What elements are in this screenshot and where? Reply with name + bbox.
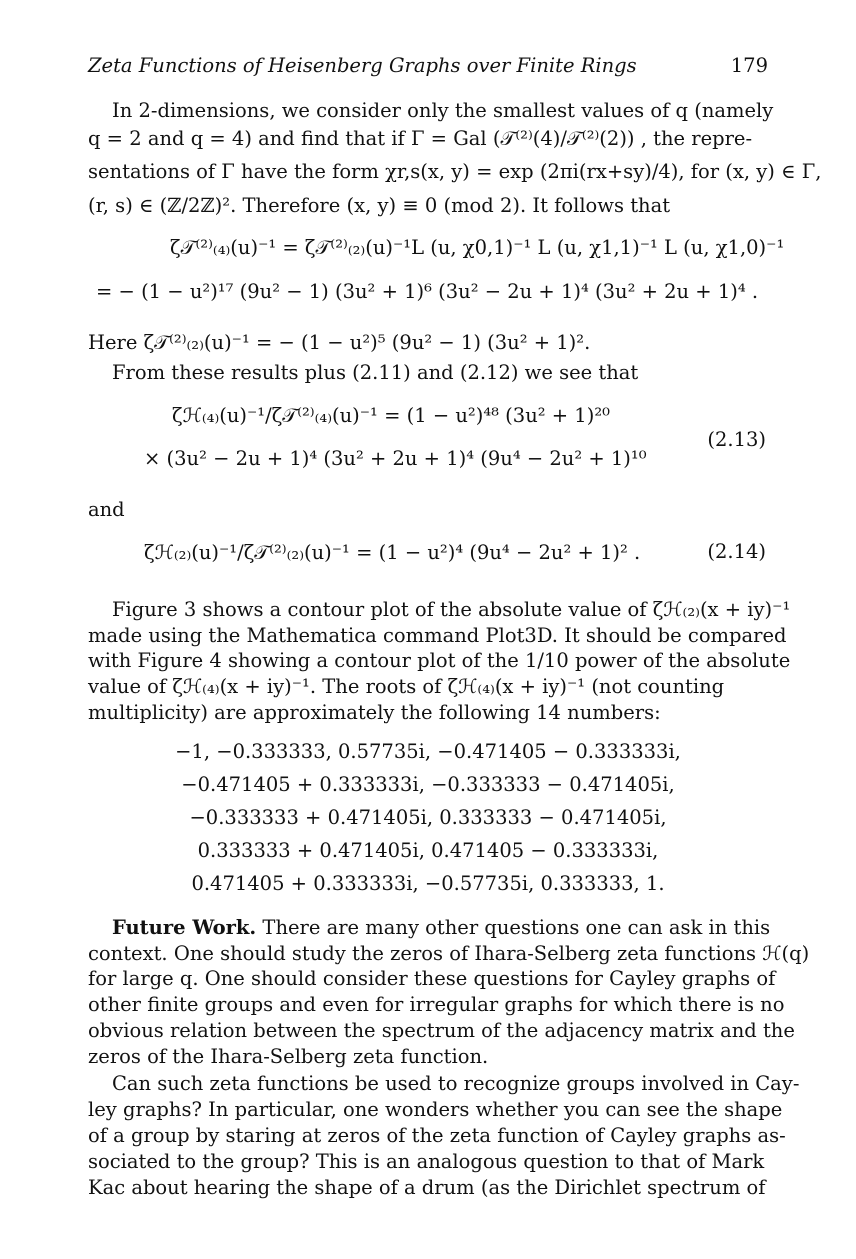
paragraph-line: ley graphs? In particular, one wonders whether you can see the shape [88, 1098, 783, 1121]
paragraph-line: other finite groups and even for irregular graphs for which there is no [88, 993, 785, 1016]
running-header [88, 54, 768, 84]
paragraph-line: with Figure 4 showing a contour plot of the 1/10 power of the absolute [88, 649, 791, 672]
paragraph-line: sentations of Γ have the form χr,s(x, y) = exp (2πi(rx+sy)/4), for (x, y) ∈ Γ, [88, 160, 822, 183]
roots-line: −0.333333 + 0.471405i, 0.333333 − 0.471405i, [189, 806, 667, 829]
equation-line: ζℋ₍₂₎(u)⁻¹/ζ𝒯⁽²⁾₍₂₎(u)⁻¹ = (1 − u²)⁴ (9u⁴ − 2u² + 1)² . [144, 541, 641, 564]
paragraph-line: for large q. One should consider these questions for Cayley graphs of [88, 967, 776, 990]
paragraph-line: made using the Mathematica command Plot3D. It should be compared [88, 624, 787, 647]
equation-line: ζℋ₍₄₎(u)⁻¹/ζ𝒯⁽²⁾₍₄₎(u)⁻¹ = (1 − u²)⁴⁸ (3u² + 1)²⁰ [172, 404, 610, 427]
paragraph-line: (r, s) ∈ (ℤ/2ℤ)². Therefore (x, y) ≡ 0 (mod 2). It follows that [88, 194, 671, 217]
paragraph-line: zeros of the Ihara-Selberg zeta function. [88, 1045, 489, 1068]
paragraph-line: q = 2 and q = 4) and find that if Γ = Gal (𝒯⁽²⁾(4)/𝒯⁽²⁾(2)) , the repre- [88, 127, 753, 150]
equation-number: (2.14) [707, 540, 766, 563]
paragraph-text: There are many other questions one can ask in this [256, 916, 771, 939]
roots-line: −0.471405 + 0.333333i, −0.333333 − 0.471405i, [181, 773, 675, 796]
roots-line: 0.333333 + 0.471405i, 0.471405 − 0.333333i, [197, 839, 659, 862]
paragraph-line: obvious relation between the spectrum of the adjacency matrix and the [88, 1019, 795, 1042]
paragraph-line [112, 916, 770, 940]
paragraph-line: and [88, 498, 125, 521]
paragraph-line: sociated to the group? This is an analogous question to that of Mark [88, 1150, 765, 1173]
paragraph-line: From these results plus (2.11) and (2.12) we see that [112, 361, 639, 384]
roots-line: −1, −0.333333, 0.57735i, −0.471405 − 0.333333i, [175, 740, 681, 763]
paragraph-line: multiplicity) are approximately the following 14 numbers: [88, 701, 661, 724]
equation-line: ζ𝒯⁽²⁾₍₄₎(u)⁻¹ = ζ𝒯⁽²⁾₍₂₎(u)⁻¹L (u, χ0,1)⁻¹ L (u, χ1,1)⁻¹ L (u, χ1,0)⁻¹ [170, 236, 785, 259]
running-title: Zeta Functions of Heisenberg Graphs over Finite Rings [88, 54, 637, 77]
section-heading: Future Work. [112, 916, 257, 939]
paragraph-line: value of ζℋ₍₄₎(x + iy)⁻¹. The roots of ζℋ₍₄₎(x + iy)⁻¹ (not counting [88, 675, 725, 698]
equation-line: = − (1 − u²)¹⁷ (9u² − 1) (3u² + 1)⁶ (3u² − 2u + 1)⁴ (3u² + 2u + 1)⁴ . [96, 280, 759, 303]
paragraph-line: of a group by staring at zeros of the zeta function of Cayley graphs as- [88, 1124, 786, 1147]
paragraph-line: Kac about hearing the shape of a drum (as the Dirichlet spectrum of [88, 1176, 766, 1199]
equation-line: × (3u² − 2u + 1)⁴ (3u² + 2u + 1)⁴ (9u⁴ − 2u² + 1)¹⁰ [144, 447, 647, 470]
paragraph-line: Figure 3 shows a contour plot of the absolute value of ζℋ₍₂₎(x + iy)⁻¹ [112, 598, 791, 621]
paragraph-line: context. One should study the zeros of Ihara-Selberg zeta functions ℋ(q) [88, 942, 810, 965]
paragraph-line: Here ζ𝒯⁽²⁾₍₂₎(u)⁻¹ = − (1 − u²)⁵ (9u² − 1) (3u² + 1)². [88, 331, 591, 354]
page-number: 179 [730, 54, 768, 77]
paragraph-line: In 2-dimensions, we consider only the smallest values of q (namely [112, 99, 774, 122]
equation-number: (2.13) [707, 428, 766, 451]
roots-line: 0.471405 + 0.333333i, −0.57735i, 0.333333, 1. [191, 872, 665, 895]
paragraph-line: Can such zeta functions be used to recognize groups involved in Cay- [112, 1072, 800, 1095]
